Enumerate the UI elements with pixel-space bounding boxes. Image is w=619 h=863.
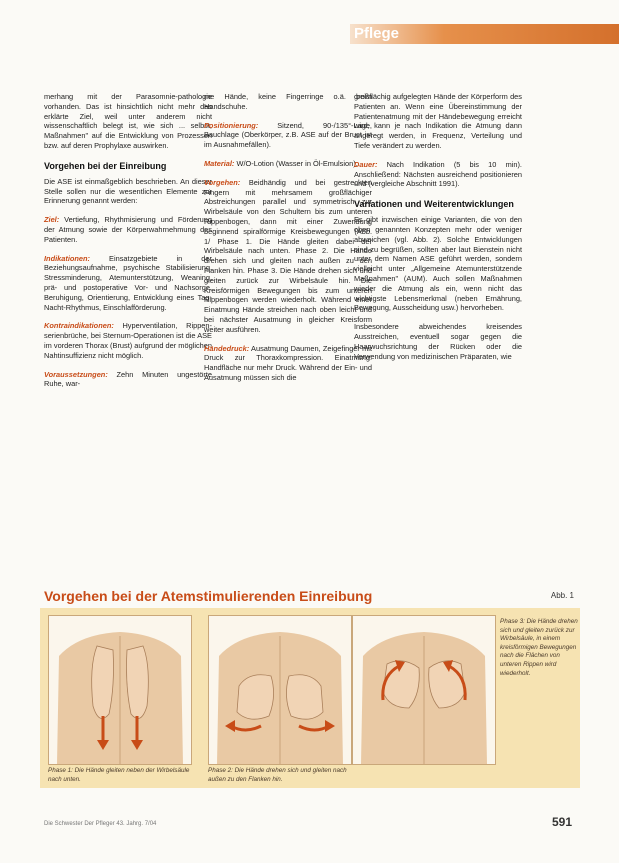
figure-header xyxy=(40,588,580,607)
material-text: W/O-Lotion (Wasser in Öl-Emulsion). xyxy=(236,158,358,168)
phase-1-caption: Phase 1: Die Hände gleiten neben der Wirbelsäule nach unten. xyxy=(48,767,190,783)
contraindication-paragraph xyxy=(44,321,212,360)
duration-text: Nach Indikation (5 bis 10 min). Anschließend: Nächsten ausreichend positionieren und (vergleiche Abschnitt 1991). xyxy=(354,159,522,189)
phase-3-caption: Phase 3: Die Hände drehen sich und gleiten zurück zur Wirbelsäule, in einem kreisförmigen Bewegungen nach die Flächen von unteren Rippen wird wiederholt. xyxy=(500,618,578,677)
positioning-text: Sitzend, 90-/135°-Lage, Bauchlage (Oberkörper, z.B. ASE auf der Brust ist im Ausnahmefällen). xyxy=(204,120,372,150)
duration-paragraph xyxy=(354,160,522,189)
figure-title: Vorgehen bei der Atemstimulierenden Einreibung xyxy=(44,588,373,604)
column-2 xyxy=(204,92,372,392)
phase-2-illustration xyxy=(208,615,352,765)
section-title: Pflege xyxy=(354,25,400,42)
paragraph: Es gibt inzwischen einige Varianten, die von den oben genannten Konzepten mehr oder weniger abweichen (vgl. Abb. 2). Solche Entwicklungen sind zu begrüßen, sollten aber laut Bienstein nicht unter dem Namen ASE geführt werden, sondern vielleicht unter „Allgemeine Atemunterstützende Maßnahmen" (AUM). Auch sollen Maßnahmen wieder die Atmung als ein, wenn nicht das wichtigste Lebensmerkmal (neben Ernährung, Bewegung, Ausscheidung usw.) hervorheben. xyxy=(354,215,522,313)
section-heading: Variationen und Weiterentwicklungen xyxy=(354,199,514,210)
requirements-paragraph xyxy=(44,370,212,390)
positioning-label: Positionierung: xyxy=(204,120,259,130)
phase-3-illustration xyxy=(352,615,496,765)
indication-text: Einsatzgebiete in der Beziehungsaufnahme, psychische Stabilisierung, Stressminderung, Atemunterstützung, Weaning, prä- und postoperative Vor- und Nachsorge, Beruhigung, Orientierung, Entwicklung eines Tag-Nacht-Rhythmus, Einschlafförderung. xyxy=(44,253,212,312)
right-hand-icon xyxy=(127,646,149,719)
pressure-label: Händedruck: xyxy=(204,343,250,353)
duration-label: Dauer: xyxy=(354,159,378,169)
column-3 xyxy=(354,92,522,370)
indication-paragraph xyxy=(44,254,212,313)
paragraph: merhang mit der Parasomnie-pathologie vorhanden. Das ist hinsichtlich nicht mehr das erklärte Ziel, weil unter anderem nicht wissenschaftlich belegt ist, wie sich ... selbst, Maßnahmen" auf die Entwicklung von Prozessen bzw. auf deren Prophylaxe auswirken. xyxy=(44,92,212,150)
requirements-label: Voraussetzungen: xyxy=(44,369,108,379)
page-number: 591 xyxy=(552,815,573,829)
paragraph: großflächig aufgelegten Hände der Körperform des Patienten an. Wenn eine Übereinstimmung der Patientenatmung mit der Händebewegung erreicht wird, kann je nach Indikation die Atmung dann angeregt werden, in Frequenz, Verteilung und Tiefe verändert zu werden. xyxy=(354,92,522,150)
figure-label: Abb. 1 xyxy=(550,591,574,600)
phase-2-caption: Phase 2: Die Hände drehen sich und gleiten nach außen zu den Flanken hin. xyxy=(208,767,347,783)
phase-1-illustration xyxy=(48,615,192,765)
procedure-text: Beidhändig und bei gestreckten Fingern mit mehrsamem großflächiger Abstreichungen parallel und symmetrisch zur Wirbelsäule von den Schultern bis zum unteren Rippenbogen, dann mit einer Zuwendung beginnend spiralförmige Kreisbewegungen (Abb. 1/ Phase 1. Die Hände gleiten dabei der Wirbelsäule nach unten. Phase 2. Die Hände drehen sich und gleiten nach außen zu den Flanken hin. Phase 3. Die Hände drehen sich und gleiten zurück zur Wirbelsäule hin. Die Kreisförmigen Bewegungen bis zum unteren Rippenbogen werden wiederholt. Während einer Einatmung Hände streichen nach oben leicht und bei nächster Ausatmung in gleicher Kreisform weiter ausführen. xyxy=(204,177,373,334)
material-paragraph xyxy=(204,159,372,169)
positioning-paragraph xyxy=(204,121,372,150)
procedure-paragraph xyxy=(204,178,372,335)
paragraph: Insbesondere abweichendes kreisendes Ausstreichen, eventuell sogar gegen die Haarwuchsrichtung der Rücken oder die Verwendung von medizinischen Präparaten, wie xyxy=(354,322,522,361)
journal-footer: Die Schwester Der Pfleger 43. Jahrg. 7/04 xyxy=(44,821,157,827)
ziel-paragraph xyxy=(44,215,212,244)
paragraph: Die ASE ist einmaßgeblich beschrieben. An dieser Stelle sollen nur die wesentlichen Elemente zur Erinnerung genannt werden: xyxy=(44,176,212,206)
left-hand-icon xyxy=(92,646,114,719)
section-tab xyxy=(350,24,619,44)
pressure-paragraph xyxy=(204,344,372,383)
contraindication-text: Hyperventilation, Rippen-serienbrüche, bei Sternum-Operationen ist die ASE im vorderen Thorax (Brust) aufgrund der möglichen Nahtinsuffizienz nicht möglich. xyxy=(44,321,212,360)
contraindication-label: Kontraindikationen: xyxy=(44,321,114,331)
requirements-text: Zehn Minuten ungestörte Ruhe, war- xyxy=(44,369,212,389)
indication-label: Indikationen: xyxy=(44,253,90,263)
material-label: Material: xyxy=(204,158,235,168)
paragraph: me Hände, keine Fingerringe o.ä. beim Handschuhe. xyxy=(204,92,372,111)
pressure-text: Ausatmung Daumen, Zeigefinger mit Druck zur Thoraxkompression. Einatmung: Handfläche nur mehr Druck. Während der Ein- und Ausatmung müssen sich die xyxy=(204,343,372,382)
ziel-label: Ziel: xyxy=(44,215,60,225)
section-heading: Vorgehen bei der Einreibung xyxy=(44,160,167,171)
ziel-text: Vertiefung, Rhythmisierung und Förderung der Atmung sowie der Körperwahrnehmung des Patienten. xyxy=(44,215,212,244)
procedure-label: Vorgehen: xyxy=(204,177,241,187)
right-hand-icon xyxy=(286,675,323,719)
left-hand-icon xyxy=(237,675,274,719)
column-1 xyxy=(44,92,212,398)
